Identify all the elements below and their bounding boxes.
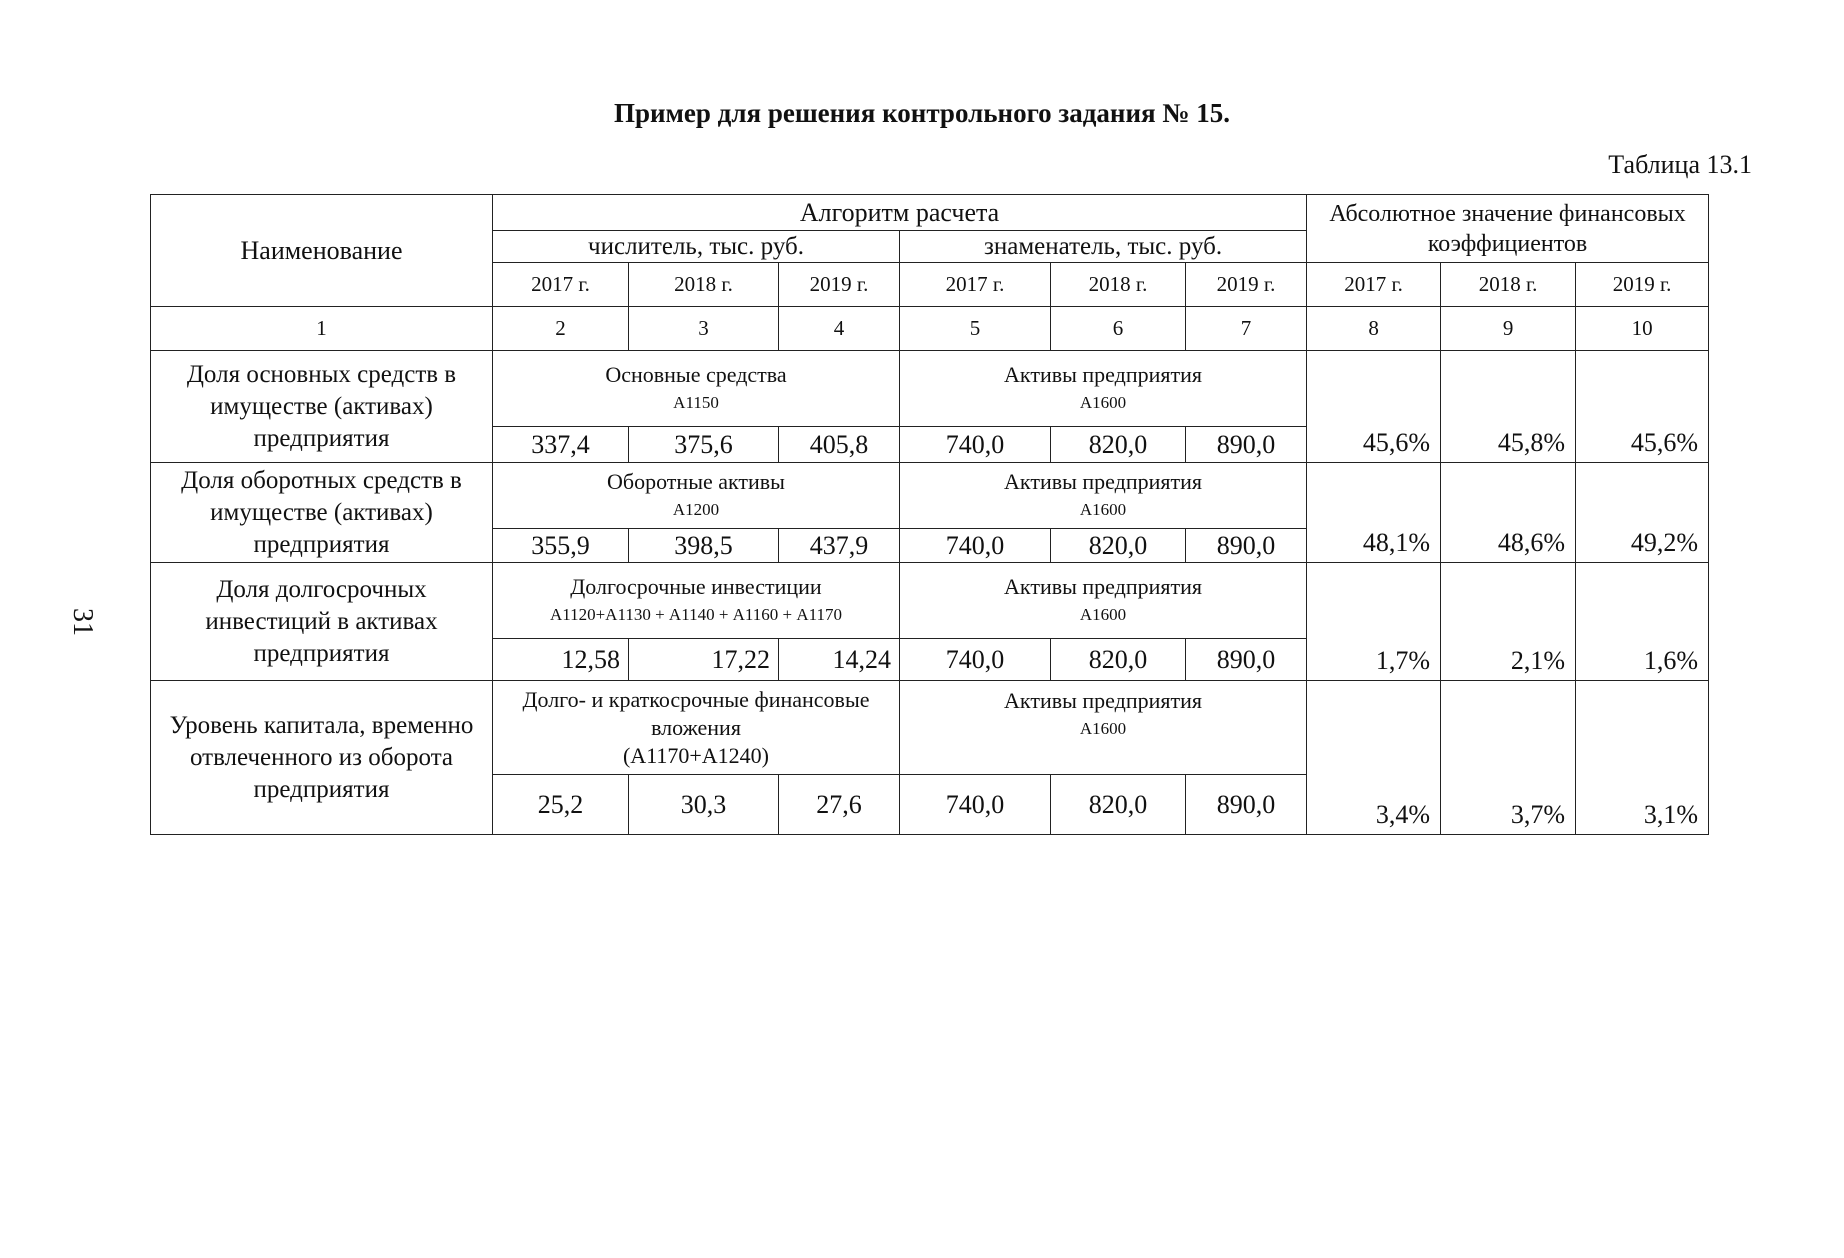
ratio-value: 1,7% [1307,563,1441,681]
numerator-formula [493,681,900,775]
numerator-value: 12,58 [493,639,629,681]
ratio-value: 49,2% [1576,463,1709,563]
ratio-year-2017: 2017 г. [1307,263,1441,307]
den-year-2019: 2019 г. [1186,263,1307,307]
numerator-value: 30,3 [629,775,779,835]
ratio-value: 48,1% [1307,463,1441,563]
denominator-formula [900,681,1307,775]
ratio-value: 45,6% [1576,351,1709,463]
numerator-value: 375,6 [629,427,779,463]
numerator-value: 398,5 [629,529,779,563]
formula-code: (А1170+А1240) [622,742,770,768]
formula-text: Активы предприятия [1004,361,1203,387]
formula-text: Основные средства [605,361,787,387]
numerator-value: 437,9 [779,529,900,563]
denominator-value: 820,0 [1051,529,1186,563]
formula-text: Активы предприятия [1004,468,1203,494]
ratio-table [150,194,1709,835]
col-number: 8 [1307,307,1441,351]
denominator-formula [900,351,1307,427]
num-year-2019: 2019 г. [779,263,900,307]
col-number: 7 [1186,307,1307,351]
col-number: 1 [151,307,493,351]
ratio-value: 3,4% [1307,681,1441,835]
ratio-year-2019: 2019 г. [1576,263,1709,307]
table-row [151,681,1709,775]
num-year-2017: 2017 г. [493,263,629,307]
table-row [151,463,1709,529]
table-row [151,351,1709,427]
denominator-value: 890,0 [1186,639,1307,681]
table-caption: Таблица 13.1 [1608,150,1752,179]
numerator-value: 27,6 [779,775,900,835]
denominator-value: 890,0 [1186,427,1307,463]
denominator-value: 890,0 [1186,529,1307,563]
ratio-value: 45,6% [1307,351,1441,463]
formula-code: А1600 [1079,392,1127,412]
formula-text: Активы предприятия [1004,688,1203,713]
row-name: Доля основных средств в имуществе (активах) предприятия [151,351,493,463]
ratio-value: 45,8% [1441,351,1576,463]
row-name: Доля долгосрочных инвестиций в активах предприятия [151,563,493,681]
numerator-formula [493,563,900,639]
ratio-value: 48,6% [1441,463,1576,563]
denominator-value: 740,0 [900,427,1051,463]
formula-code: А1150 [673,392,719,412]
den-year-2017: 2017 г. [900,263,1051,307]
formula-code: А1200 [672,499,720,519]
num-year-2018: 2018 г. [629,263,779,307]
column-number-row [151,307,1709,351]
formula-text: Активы предприятия [1004,573,1203,599]
formula-text: Долго- и краткосрочные финансовые вложения [522,686,870,740]
formula-text: Оборотные активы [607,468,785,494]
denominator-value: 740,0 [900,639,1051,681]
formula-code: А1600 [1079,499,1127,519]
numerator-formula [493,351,900,427]
numerator-value: 337,4 [493,427,629,463]
numerator-value: 17,22 [629,639,779,681]
denominator-value: 740,0 [900,529,1051,563]
col-number: 2 [493,307,629,351]
denominator-value: 820,0 [1051,775,1186,835]
ratio-year-2018: 2018 г. [1441,263,1576,307]
denominator-value: 820,0 [1051,639,1186,681]
header-algorithm: Алгоритм расчета [493,195,1307,231]
header-name: Наименование [151,195,493,307]
row-name: Уровень капитала, временно отвлеченного из оборота предприятия [151,681,493,835]
formula-code: А1600 [1079,719,1127,738]
numerator-formula [493,463,900,529]
ratio-value: 3,7% [1441,681,1576,835]
table-row [151,563,1709,639]
ratio-value: 3,1% [1576,681,1709,835]
denominator-value: 820,0 [1051,427,1186,463]
col-number: 10 [1576,307,1709,351]
header-denominator: знаменатель, тыс. руб. [900,231,1307,263]
formula-code: А1600 [1079,604,1127,624]
col-number: 4 [779,307,900,351]
formula-code: А1120+А1130 + А1140 + А1160 + А1170 [549,604,843,624]
header-row-1 [151,195,1709,231]
formula-text: Долгосрочные инвестиции [570,573,822,599]
page-title: Пример для решения контрольного задания № 15. [613,98,1231,128]
ratio-value: 1,6% [1576,563,1709,681]
numerator-value: 14,24 [779,639,900,681]
denominator-value: 740,0 [900,775,1051,835]
row-name: Доля оборотных средств в имуществе (активах) предприятия [151,463,493,563]
ratio-value: 2,1% [1441,563,1576,681]
denominator-formula [900,463,1307,529]
page-number: 31 [67,608,98,636]
col-number: 5 [900,307,1051,351]
col-number: 6 [1051,307,1186,351]
numerator-value: 355,9 [493,529,629,563]
header-absolute: Абсолютное значение финансовых коэффициентов [1307,195,1709,263]
numerator-value: 25,2 [493,775,629,835]
col-number: 3 [629,307,779,351]
col-number: 9 [1441,307,1576,351]
den-year-2018: 2018 г. [1051,263,1186,307]
numerator-value: 405,8 [779,427,900,463]
denominator-formula [900,563,1307,639]
header-numerator: числитель, тыс. руб. [493,231,900,263]
denominator-value: 890,0 [1186,775,1307,835]
